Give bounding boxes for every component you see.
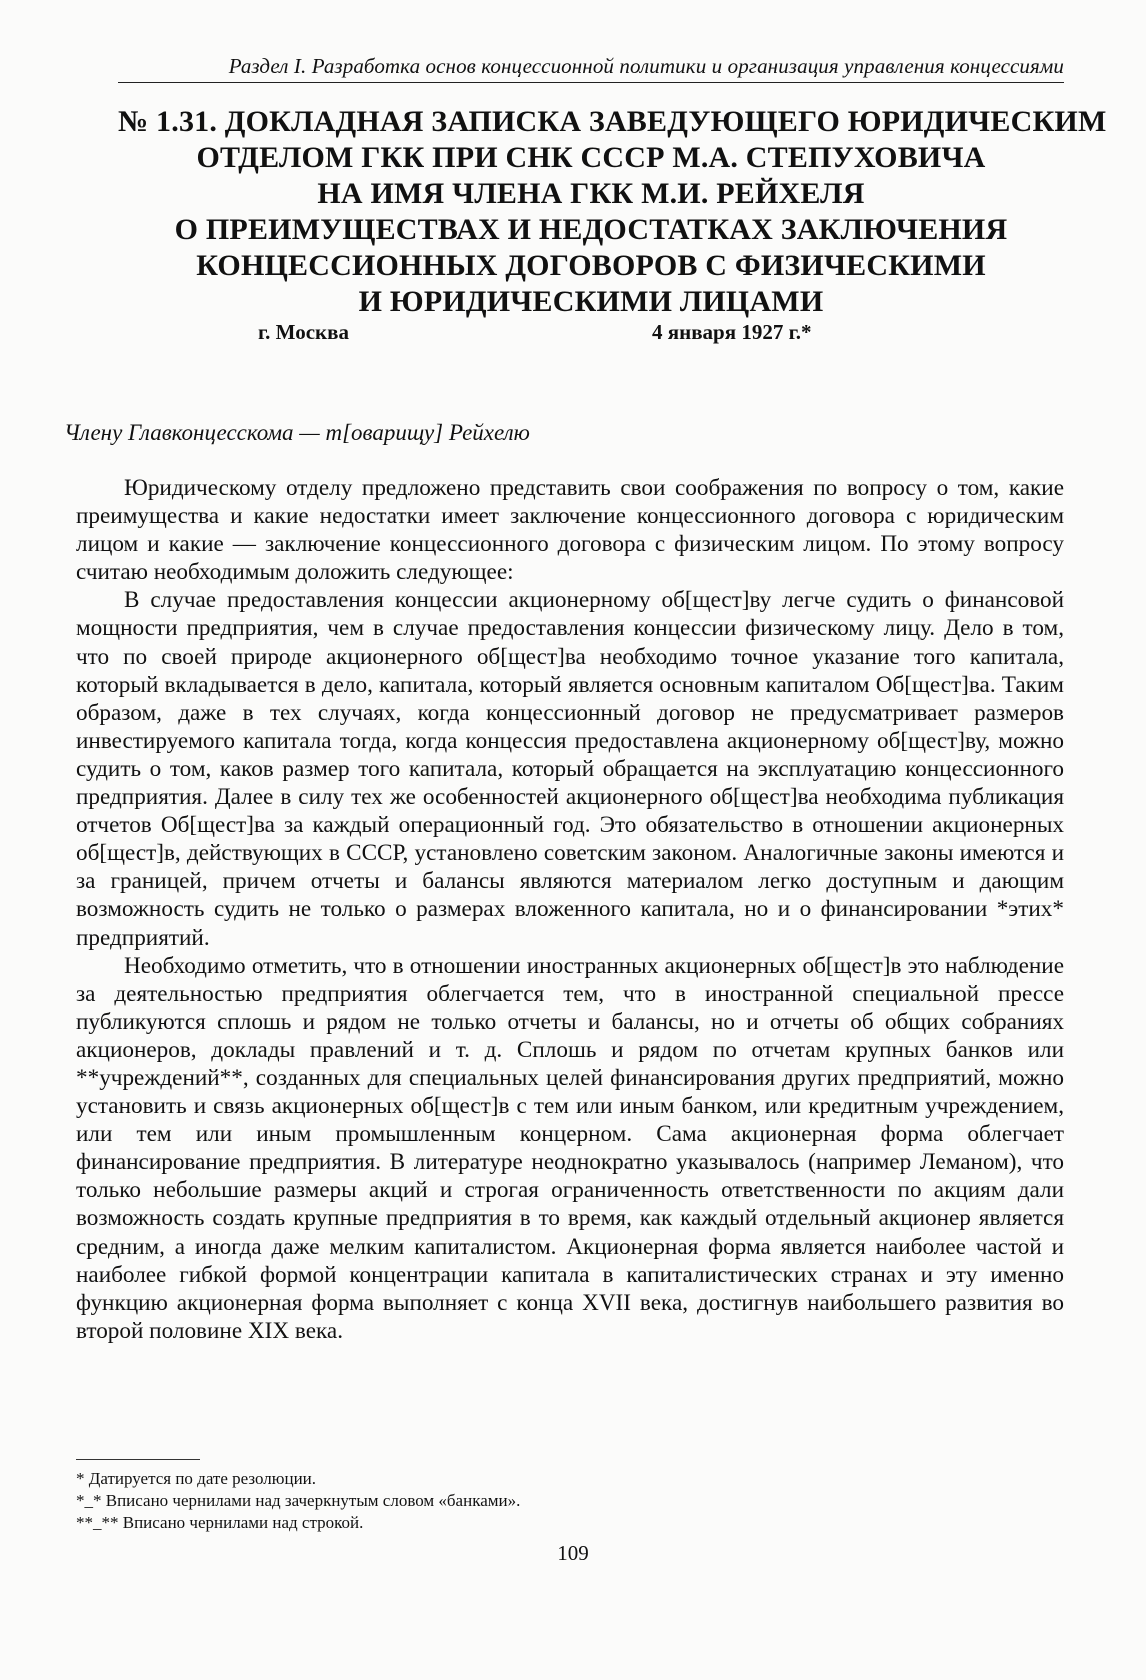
- paragraph: Юридическому отделу предложено представить свои соображения по вопросу о том, какие преимущества и какие недостатки имеет заключение концессионного договора с юридическим лицом и какие — заключение концессионного договора с физическим лицом. По этому вопросу считаю необходимым доложить следующее:: [76, 475, 1064, 586]
- document-title: [118, 104, 1107, 320]
- title-line: № 1.31. ДОКЛАДНАЯ ЗАПИСКА ЗАВЕДУЮЩЕГО ЮРИДИЧЕСКИМ: [118, 105, 1107, 138]
- running-head-rule: [118, 82, 1064, 83]
- addressee: Члену Главконцесскома — т[оварищу] Рейхелю: [64, 420, 530, 445]
- title-line: И ЮРИДИЧЕСКИМИ ЛИЦАМИ: [358, 285, 824, 318]
- paragraph: Необходимо отметить, что в отношении иностранных акционерных об[щест]в это наблюдение за деятельностью предприятия облегчается тем, что в иностранной специальной прессе публикуются сплошь и рядом не только отчеты и балансы, но и отчеты об общих собраниях акционеров, доклады правлений и т. д. Сплошь и рядом по отчетам крупных банков или **учреждений**, созданных для специальных целей финансирования других предприятий, можно установить и связь акционерных об[щест]в с тем или иным банком, или кредитным учреждением, или тем или иным промышленным концерном. Сама акционерная форма облегчает финансирование предприятия. В литературе неоднократно указывалось (например Леманом), что только небольшие размеры акций и строгая ограниченность ответственности по акциям дали возможность создать крупные предприятия в то время, как каждый отдельный акционер является средним, а иногда даже мелким капиталистом. Акционерная форма является наиболее частой и наиболее гибкой формой концентрации капитала в капиталистических странах и эту именно функцию акционерная форма выполняет с конца XVII века, достигнув наибольшего развития во второй половине XIX века.: [76, 952, 1064, 1344]
- title-line: ОТДЕЛОМ ГКК ПРИ СНК СССР М.А. СТЕПУХОВИЧА: [196, 141, 986, 174]
- page-number: 109: [557, 1541, 589, 1565]
- footnote-rule: [76, 1459, 200, 1460]
- title-line: О ПРЕИМУЩЕСТВАХ И НЕДОСТАТКАХ ЗАКЛЮЧЕНИЯ: [174, 213, 1008, 246]
- title-line: КОНЦЕССИОННЫХ ДОГОВОРОВ С ФИЗИЧЕСКИМИ: [196, 249, 986, 282]
- document-date: 4 января 1927 г.*: [652, 320, 812, 344]
- footnote: * Датируется по дате резолюции.: [76, 1469, 317, 1488]
- title-line: НА ИМЯ ЧЛЕНА ГКК М.И. РЕЙХЕЛЯ: [317, 177, 865, 210]
- document-place: г. Москва: [258, 320, 349, 344]
- footnote: *_* Вписано чернилами над зачеркнутым словом «банками».: [76, 1491, 521, 1510]
- running-head: Раздел I. Разработка основ концессионной политики и организация управления концессиями: [228, 54, 1064, 78]
- footnote: **_** Вписано чернилами над строкой.: [76, 1513, 364, 1532]
- paragraph: В случае предоставления концессии акционерному об[щест]ву легче судить о финансовой мощности предприятия, чем в случае предоставления концессии физическому лицу. Дело в том, что по своей природе акционерного об[щест]ва необходимо точное указание того капитала, который вкладывается в дело, капитала, который является основным капиталом Об[щест]ва. Таким образом, даже в тех случаях, когда концессионный договор не предусматривает размеров инвестируемого капитала тогда, когда концессия предоставлена акционерному об[щест]ву, можно судить о том, каков размер того капитала, который обращается на эксплуатацию концессионного предприятия. Далее в силу тех же особенностей акционерного об[щест]ва необходима публикация отчетов Об[щест]ва за каждый операционный год. Это обязательство в отношении акционерных об[щест]в, действующих в СССР, установлено советским законом. Аналогичные законы имеются и за границей, причем отчеты и балансы являются материалом легко доступным и дающим возможность судить не только о размерах вложенного капитала, но и о финансировании *этих* предприятий.: [76, 587, 1064, 951]
- footnotes: [76, 1468, 976, 1534]
- body-text: [76, 474, 1064, 1345]
